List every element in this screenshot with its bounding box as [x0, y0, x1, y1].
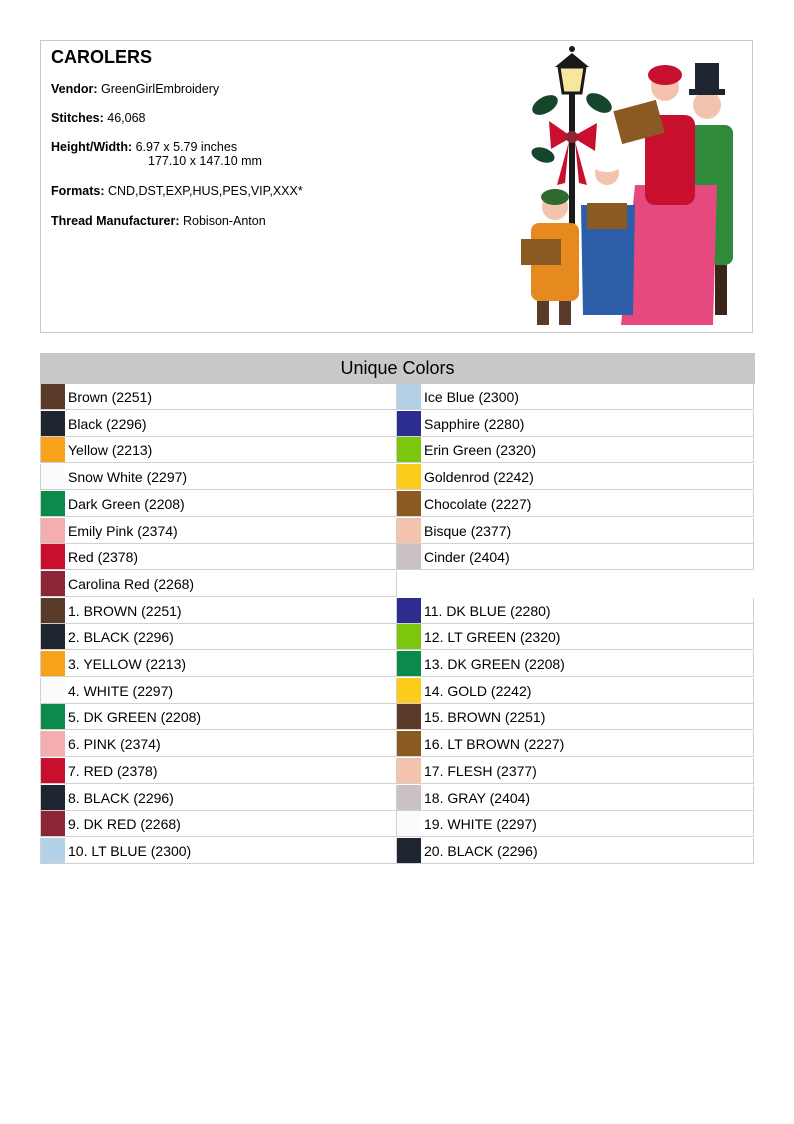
color-label: 4. WHITE (2297) [68, 682, 174, 699]
color-swatch [41, 384, 65, 409]
stitch-sequence-row [397, 811, 754, 837]
vendor-label: Vendor: [51, 82, 98, 96]
unique-color-row [40, 518, 397, 544]
color-label: 2. BLACK (2296) [68, 629, 174, 646]
size-mm: 177.10 x 147.10 mm [148, 154, 262, 168]
stitch-sequence-row [397, 678, 754, 704]
color-label: Erin Green (2320) [424, 442, 537, 459]
color-swatch [41, 518, 65, 543]
color-swatch [41, 437, 65, 462]
color-swatch [397, 785, 421, 810]
color-swatch [41, 571, 65, 596]
color-label: 7. RED (2378) [68, 762, 158, 779]
thread-value: Robison-Anton [182, 214, 266, 228]
color-swatch [397, 384, 421, 409]
unique-color-row [397, 491, 754, 517]
color-swatch [397, 678, 421, 703]
stitches-label: Stitches: [51, 111, 104, 125]
color-label: 13. DK GREEN (2208) [424, 656, 565, 672]
color-label: Dark Green (2208) [68, 495, 185, 512]
carolers-illustration [517, 45, 751, 331]
stitch-sequence-row [397, 731, 754, 757]
color-swatch [397, 437, 421, 462]
color-label: Chocolate (2227) [424, 495, 532, 512]
unique-color-row [40, 571, 397, 597]
stitch-sequence-row [40, 731, 397, 757]
color-swatch [397, 731, 421, 756]
stitches-field [51, 111, 146, 125]
color-label: 1. BROWN (2251) [68, 602, 182, 619]
color-swatch [397, 544, 421, 569]
color-swatch [397, 811, 421, 836]
stitch-sequence-row [397, 651, 754, 677]
color-swatch [397, 518, 421, 543]
color-label: Bisque (2377) [424, 522, 512, 539]
color-label: 17. FLESH (2377) [424, 762, 537, 779]
stitch-sequence-row [397, 598, 754, 624]
color-swatch [397, 411, 421, 436]
stitch-sequence-row [40, 811, 397, 837]
color-swatch [397, 758, 421, 783]
color-label: 20. BLACK (2296) [424, 842, 538, 859]
color-swatch [397, 838, 421, 863]
color-label: 9. DK RED (2268) [68, 816, 181, 833]
color-swatch [41, 811, 65, 836]
color-label: 19. WHITE (2297) [424, 816, 537, 833]
size-label: Height/Width: [51, 140, 133, 154]
color-swatch [397, 598, 421, 623]
unique-color-row [397, 518, 754, 544]
color-label: 10. LT BLUE (2300) [68, 842, 192, 859]
color-label: Ice Blue (2300) [424, 389, 519, 405]
unique-color-row [397, 464, 754, 490]
unique-color-row [40, 411, 397, 437]
color-swatch [41, 464, 65, 489]
unique-color-row [397, 384, 754, 410]
unique-color-row [40, 437, 397, 463]
color-swatch [397, 491, 421, 516]
color-swatch [41, 758, 65, 783]
color-label: Cinder (2404) [424, 549, 510, 566]
color-label: Carolina Red (2268) [68, 575, 195, 592]
color-label: Goldenrod (2242) [424, 469, 534, 486]
color-label: Brown (2251) [68, 389, 153, 405]
color-swatch [41, 785, 65, 810]
color-swatch [41, 838, 65, 863]
vendor-value: GreenGirlEmbroidery [101, 82, 220, 96]
stitch-sequence-row [397, 785, 754, 811]
color-label: 15. BROWN (2251) [424, 709, 546, 726]
stitch-sequence-row [40, 758, 397, 784]
stitches-value: 46,068 [107, 111, 146, 125]
color-label: 11. DK BLUE (2280) [424, 602, 551, 619]
color-swatch [41, 651, 65, 676]
color-label: 3. YELLOW (2213) [68, 656, 187, 672]
formats-field [51, 184, 303, 198]
color-label: 12. LT GREEN (2320) [424, 629, 561, 646]
stitch-sequence-row [397, 624, 754, 650]
formats-value: CND,DST,EXP,HUS,PES,VIP,XXX* [107, 184, 303, 198]
formats-label: Formats: [51, 184, 105, 198]
color-swatch [397, 704, 421, 729]
color-swatch [41, 704, 65, 729]
stitch-sequence-row [397, 704, 754, 730]
size-field [51, 140, 262, 168]
stitch-sequence-row [397, 838, 754, 864]
design-info-panel [40, 40, 753, 333]
size-inches: 6.97 x 5.79 inches [135, 140, 238, 154]
unique-color-row [40, 384, 397, 410]
unique-color-row [40, 491, 397, 517]
vendor-field [51, 82, 219, 96]
color-swatch [397, 624, 421, 649]
stitch-sequence-row [397, 758, 754, 784]
color-label: Red (2378) [68, 549, 139, 566]
stitch-sequence-row [40, 651, 397, 677]
color-label: Snow White (2297) [68, 469, 188, 486]
unique-colors-header: Unique Colors [40, 353, 755, 384]
color-label: 8. BLACK (2296) [68, 789, 174, 806]
stitch-sequence-row [40, 838, 397, 864]
stitch-sequence-row [40, 678, 397, 704]
color-label: 16. LT BROWN (2227) [424, 736, 565, 753]
color-label: 5. DK GREEN (2208) [68, 709, 202, 726]
unique-color-row [397, 437, 754, 463]
color-swatch [41, 731, 65, 756]
unique-colors-table [40, 353, 755, 859]
design-title: CAROLERS [51, 47, 153, 67]
stitch-sequence-row [40, 598, 397, 624]
color-swatch [41, 491, 65, 516]
color-swatch [41, 411, 65, 436]
color-swatch [397, 651, 421, 676]
color-label: 6. PINK (2374) [68, 736, 161, 753]
color-label: Yellow (2213) [68, 442, 153, 459]
color-label: Black (2296) [68, 415, 147, 432]
color-label: 18. GRAY (2404) [424, 789, 531, 806]
stitch-sequence-row [40, 785, 397, 811]
thread-field [51, 214, 266, 228]
color-swatch [397, 464, 421, 489]
color-label: 14. GOLD (2242) [424, 682, 532, 699]
stitch-sequence-row [40, 704, 397, 730]
color-label: Sapphire (2280) [424, 415, 525, 432]
unique-color-row [397, 544, 754, 570]
color-swatch [41, 598, 65, 623]
color-swatch [41, 624, 65, 649]
unique-color-row [397, 411, 754, 437]
unique-color-row [40, 544, 397, 570]
stitch-sequence-row [40, 624, 397, 650]
color-swatch [41, 678, 65, 703]
thread-label: Thread Manufacturer: [51, 214, 180, 228]
unique-color-row [40, 464, 397, 490]
color-swatch [41, 544, 65, 569]
color-label: Emily Pink (2374) [68, 522, 178, 539]
